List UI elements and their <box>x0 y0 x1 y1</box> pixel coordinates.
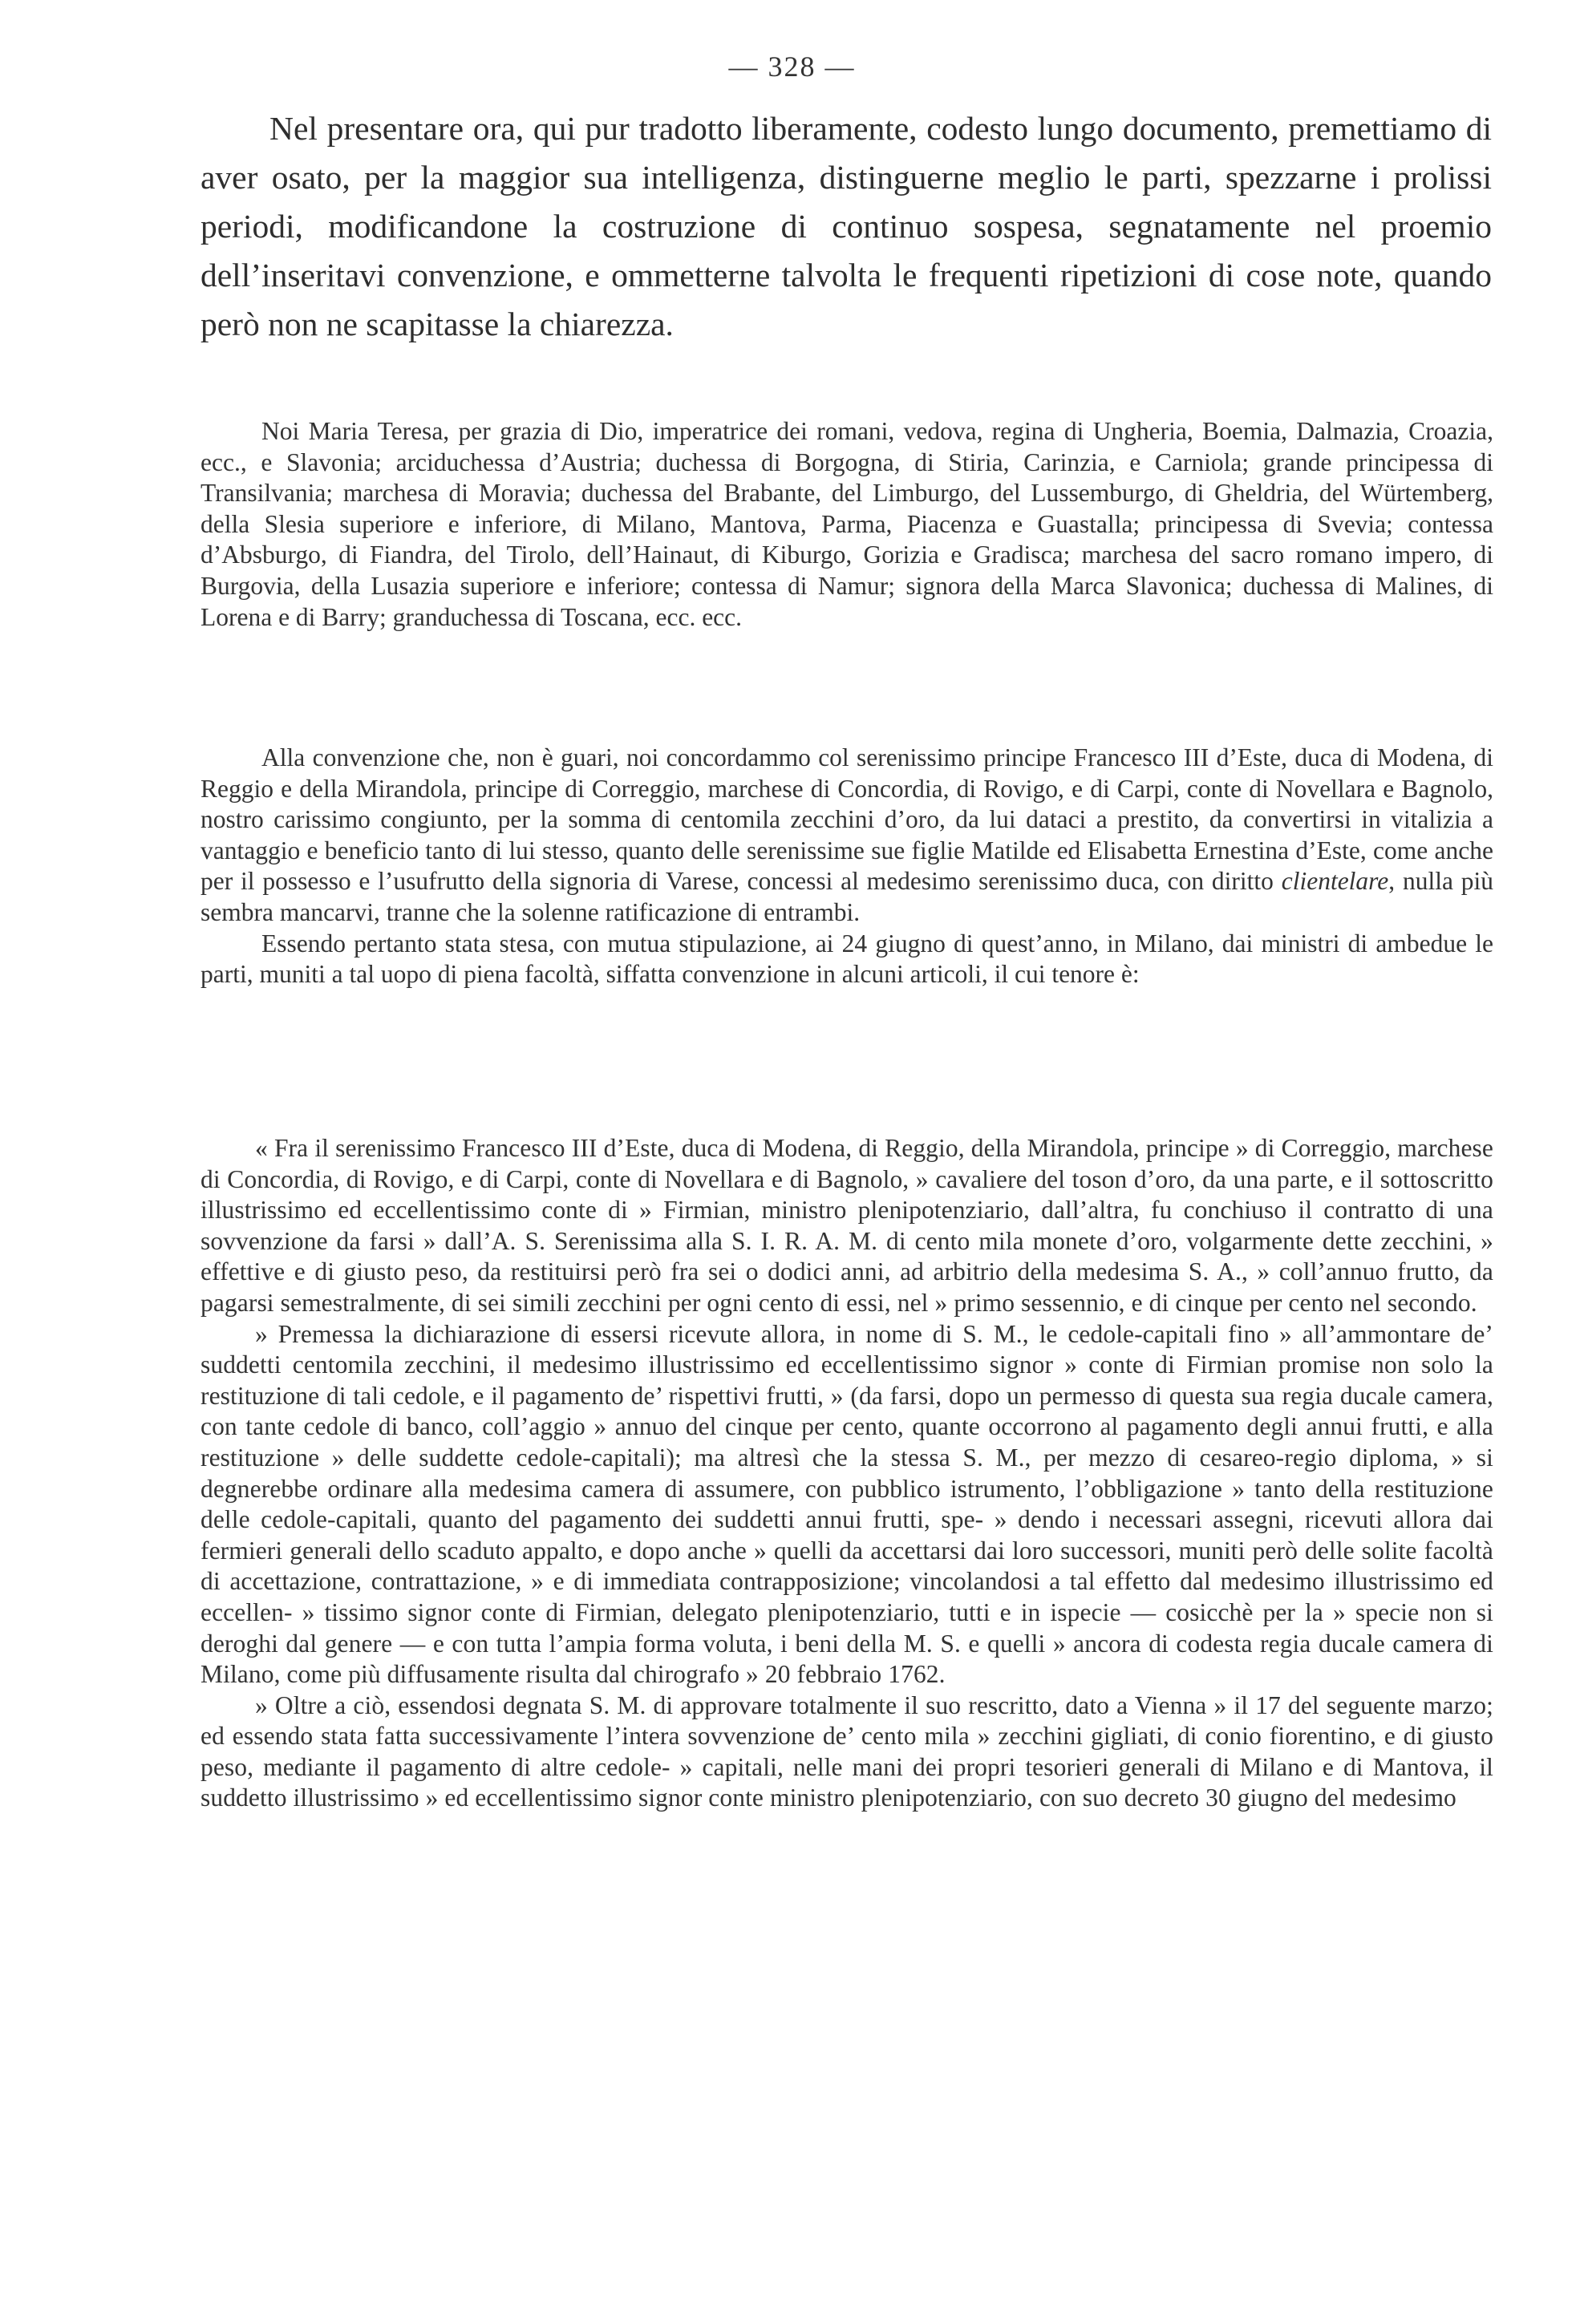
quoted-contract-block <box>201 1133 1493 1814</box>
convention-text-b: , nulla più sembra mancarvi, tranne che la solenne ratificazione di entrambi. <box>201 867 1493 926</box>
imperial-titles-block <box>201 416 1493 633</box>
quote-paragraph-1: « Fra il serenissimo Francesco III d’Este, duca di Modena, di Reggio, della Mirandola, principe » di Correggio, marchese di Concordia, di Rovigo, e di Carpi, conte di Novellara e di Bagnolo, » cavaliere del toson d’oro, da una parte, e il sottoscritto illustrissimo ed eccellentissimo conte di » Firmian, ministro plenipotenziario, dall’altra, fu conchiuso il contratto di una sovvenzione da farsi » dall’A. S. Serenissima alla S. I. R. A. M. di cento mila monete d’oro, volgarmente dette zecchini, » effettive e di giusto peso, da restituirsi però fra sei o dodici anni, ad arbitrio della medesima S. A., » coll’annuo frutto, da pagarsi semestralmente, di sei simili zecchini per ogni cento di essi, nel » primo sessennio, e di cinque per cento nel secondo. <box>201 1134 1493 1317</box>
convention-paragraph-1 <box>201 743 1493 929</box>
convention-paragraph-2: Essendo pertanto stata stesa, con mutua stipulazione, ai 24 giugno di quest’anno, in Milano, dai ministri di ambedue le parti, muniti a tal uopo di piena facoltà, siffatta convenzione in alcuni articoli, il cui tenore è: <box>201 929 1493 989</box>
convention-italic-term: clientelare <box>1281 867 1389 896</box>
quote-paragraph-3: » Oltre a ciò, essendosi degnata S. M. di approvare totalmente il suo rescritto, dato a Vienna » il 17 del seguente marzo; ed essendo stata fatta successivamente l’intera sovvenzione de’ cento mila » zecchini gigliati, di conio fiorentino, e di giusto peso, mediante il pagamento di altre cedole- » capitali, nelle mani dei propri tesorieri generali di Milano e di Mantova, il suddetto illustrissimo » ed eccellentissimo signor conte ministro plenipotenziario, con suo decreto 30 giugno del medesimo <box>201 1690 1493 1812</box>
imperial-titles-paragraph: Noi Maria Teresa, per grazia di Dio, imperatrice dei romani, vedova, regina di Ungheria, Boemia, Dalmazia, Croazia, ecc., e Slavonia; arciduchessa d’Austria; duchessa di Borgogna, di Stiria, Carinzia, e Carniola; grande principessa di Transilvania; marchesa di Moravia; duchessa del Brabante, del Limburgo, del Lussemburgo, di Gheldria, del Würtemberg, della Slesia superiore e inferiore, di Milano, Mantova, Parma, Piacenza e Guastalla; principessa di Svevia; contessa d’Absburgo, di Fiandra, del Tirolo, dell’Hainaut, di Kiburgo, Gorizia e Gradisca; marchesa del sacro romano impero, di Burgovia, della Lusazia superiore e inferiore; contessa di Namur; signora della Marca Slavonica; duchessa di Malines, di Lorena e di Barry; granduchessa di Toscana, ecc. ecc. <box>201 417 1493 631</box>
page-number: — 328 — <box>728 51 856 83</box>
convention-preamble-block <box>201 743 1493 990</box>
quote-paragraph-2: » Premessa la dichiarazione di essersi ricevute allora, in nome di S. M., le cedole-capitali fino » all’ammontare de’ suddetti centomila zecchini, il medesimo illustrissimo ed eccellentissimo signor » conte di Firmian promise non solo la restituzione di tali cedole, e il pagamento de’ rispettivi frutti, » (da farsi, dopo un permesso di questa sua regia ducale camera, con tante cedole di banco, coll’aggio » annuo del cinque per cento, quante occorrono al pagamento degli annui frutti, e alla restituzione » delle suddette cedole-capitali); ma altresì che la stessa S. M., per mezzo di cesareo-regio diploma, » si degnerebbe ordinare alla medesima camera di assumere, con pubblico istrumento, l’obbligazione » tanto della restituzione delle cedole-capitali, quanto del pagamento dei suddetti annui frutti, spe- » dendo i necessari assegni, ricevuti allora dai fermieri generali dello scaduto appalto, e dopo anche » quelli da accettarsi dai loro successori, muniti però delle solite facoltà di accettazione, contrattazione, » e di immediata contrapposizione; vincolandosi a tal effetto dal medesimo illustrissimo ed eccellen- » tissimo signor conte di Firmian, delegato plenipotenziario, tutti e in ispecie — cosicchè per la » specie non si deroghi dal genere — e con tutta l’ampia forma voluta, i beni della M. S. e quelli » ancora di codesta regia ducale camera di Milano, come più diffusamente risulta dal chirografo » 20 febbraio 1762. <box>201 1319 1493 1689</box>
convention-text-a: Alla convenzione che, non è guari, noi concordammo col serenissimo principe Francesco III d’Este, duca di Modena, di Reggio e della Mirandola, principe di Correggio, marchese di Concordia, di Rovigo, e di Carpi, conte di Novellara e Bagnolo, nostro carissimo congiunto, per la somma di centomila zecchini d’oro, da lui dataci a prestito, da convertirsi in vitalizia a vantaggio e beneficio tanto di lui stesso, quanto delle serenissime sue figlie Matilde ed Elisabetta Ernestina d’Este, come anche per il possesso e l’usufrutto della signoria di Varese, concessi al medesimo serenissimo duca, con diritto <box>201 743 1493 896</box>
intro-paragraph: Nel presentare ora, qui pur tradotto liberamente, codesto lungo documento, premettiamo di aver osato, per la maggior sua intelligenza, distinguerne meglio le parti, spezzarne i prolissi periodi, modificandone la costruzione di continuo sospesa, segnatamente nel proemio dell’inseritavi convenzione, e ommetterne talvolta le frequenti ripetizioni di cose note, quando però non ne scapitasse la chiarezza. <box>201 110 1492 342</box>
